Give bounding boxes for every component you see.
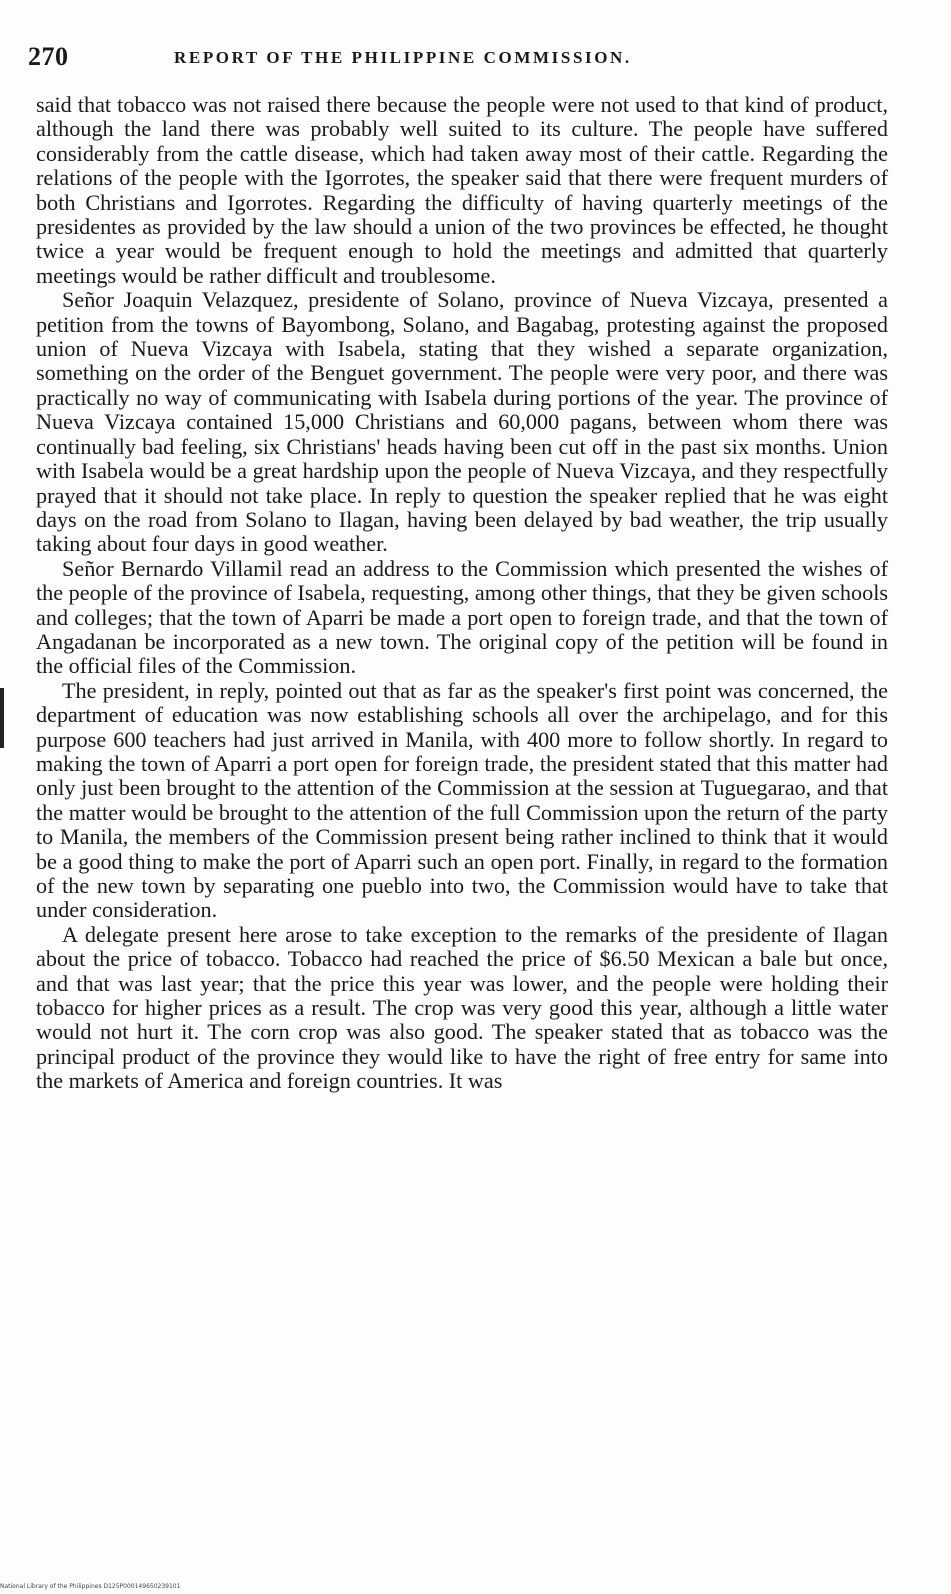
- running-head: REPORT OF THE PHILIPPINE COMMISSION.: [174, 48, 632, 67]
- paragraph-delegate: A delegate present here arose to take exception to the remarks of the presidente of Ilagan about the price of tobacco. Tobacco had reached the price of $6.50 Mexican a bale but once, and that was last year; that the price this year was lower, and the people were holding their tobacco for higher prices as a result. The crop was very good this year, although a little water would not hurt it. The corn crop was also good. The speaker stated that as tobacco was the principal product of the province they would like to have the right of free entry for same into the markets of America and foreign countries. It was: [36, 921, 888, 1094]
- paragraph-president-reply: The president, in reply, pointed out that as far as the speaker's first point was concerned, the department of education was now establishing schools all over the archipelago, and for this purpose 600 teachers had just arrived in Manila, with 400 more to follow shortly. In regard to making the town of Aparri a port open for foreign trade, the president stated that this matter had only just been brought to the attention of the Commission at the session at Tuguegarao, and that the matter would be brought to the attention of the full Commission upon the return of the party to Manila, the members of the Commission present being rather inclined to think that it would be a good thing to make the port of Aparri such an open port. Finally, in regard to the formation of the new town by separating one pueblo into two, the Commission would have to take that under consideration.: [36, 677, 888, 923]
- page-number: 270: [28, 42, 69, 71]
- paragraph-velazquez: Señor Joaquin Velazquez, presidente of Solano, province of Nueva Vizcaya, presented a petition from the towns of Bayombong, Solano, and Bagabag, protesting against the proposed union of Nueva Vizcaya with Isabela, stating that they wished a separate organization, something on the order of the Benguet government. The people were very poor, and there was practically no way of communicating with Isabela during portions of the year. The province of Nueva Vizcaya contained 15,000 Christians and 60,000 pagans, between whom there was continually bad feeling, six Christians' heads having been cut off in the past six months. Union with Isabela would be a great hardship upon the people of Nueva Vizcaya, and they respectfully prayed that it should not take place. In reply to question the speaker replied that he was eight days on the road from Solano to Ilagan, having been delayed by bad weather, the trip usually taking about four days in good weather.: [36, 287, 888, 557]
- scan-edge-mark: [0, 688, 4, 748]
- scan-footer: National Library of the Philippines D125P000149650239101: [0, 1583, 181, 1590]
- paragraph-continued: said that tobacco was not raised there because the people were not used to that kind of product, although the land there was probably well suited to its culture. The people have suffered considerably from the cattle disease, which had taken away most of their cattle. Regarding the relations of the people with the Igorrotes, the speaker said that there were frequent murders of both Christians and Igorrotes. Regarding the difficulty of having quarterly meetings of the presidentes as provided by the law should a union of the two provinces be effected, he thought twice a year would be frequent enough to hold the meetings and admitted that quarterly meetings would be rather difficult and troublesome.: [36, 92, 888, 288]
- page-header: [28, 42, 898, 76]
- body-text: [36, 93, 888, 1094]
- paragraph-villamil: Señor Bernardo Villamil read an address to the Commission which presented the wishes of the people of the province of Isabela, requesting, among other things, that they be given schools and colleges; that the town of Aparri be made a port open to foreign trade, and that the town of Angadanan be incorporated as a new town. The original copy of the petition will be found in the official files of the Commission.: [36, 555, 888, 679]
